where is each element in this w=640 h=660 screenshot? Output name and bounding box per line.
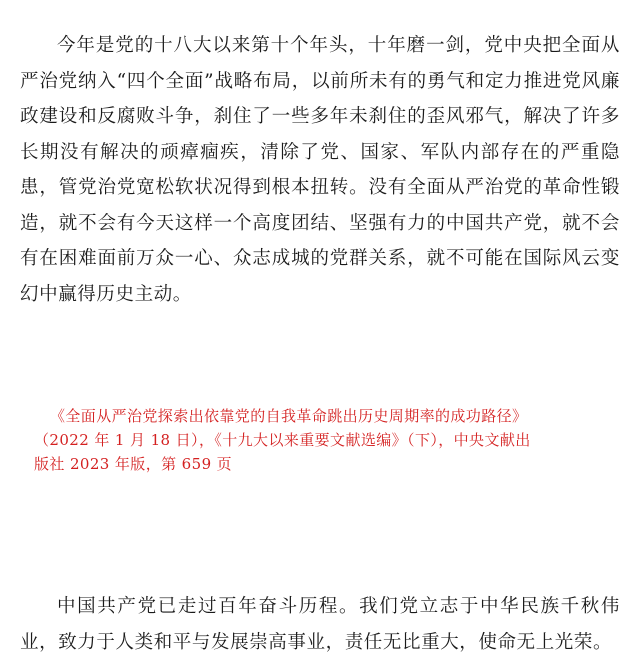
citation-line-3: 版社 2023 年版，第 659 页: [34, 455, 233, 473]
main-paragraph: 今年是党的十八大以来第十个年头，十年磨一剑，党中央把全面从严治党纳入“四个全面”战略布局，以前所未有的勇气和定力推进党风廉政建设和反腐败斗争，刹住了一些多年未刹住的歪风邪气，解决了许多长期没有解决的顽瘴痼疾，清除了党、国家、军队内部存在的严重隐患，管党治党宽松软状况得到根本扭转。没有全面从严治党的革命性锻造，就不会有今天这样一个高度团结、坚强有力的中国共产党，就不会有在困难面前万众一心、众志成城的党群关系，就不可能在国际风云变幻中赢得历史主动。: [20, 35, 620, 305]
next-paragraph: 中国共产党已走过百年奋斗历程。我们党立志于中华民族千秋伟业，致力于人类和平与发展崇高事业，责任无比重大，使命无上光荣。: [20, 596, 620, 653]
citation-line-2: （2022 年 1 月 18 日），《十九大以来重要文献选编》（下），中央文献出: [34, 431, 531, 449]
citation-block: [34, 404, 620, 476]
citation-line-1: 《全面从严治党探索出依靠党的自我革命跳出历史周期率的成功路径》: [50, 407, 528, 425]
